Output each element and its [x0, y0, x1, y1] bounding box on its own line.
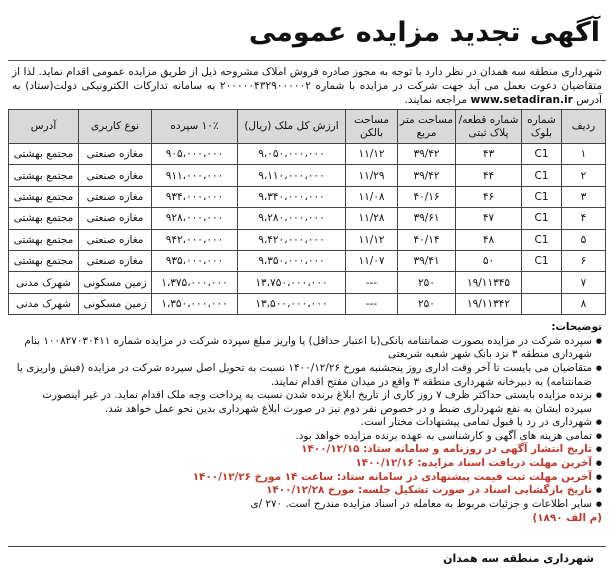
note-item: [12, 335, 602, 362]
column-header: ردیف: [562, 110, 606, 144]
table-cell: شهرک مدنی: [9, 272, 79, 293]
table-cell: مجتمع بهشتی: [9, 229, 79, 250]
table-cell: ۱۹/۱۱۳۴۲: [456, 293, 522, 314]
header: [8, 4, 606, 61]
column-header: مساحت متر مربع: [398, 110, 456, 144]
note-item: [12, 457, 602, 471]
table-cell: ۹،۴۲۰،۰۰۰،۰۰۰: [238, 229, 346, 250]
table-cell: ۱۱/۲۹: [346, 165, 398, 186]
table-cell: ۵: [562, 229, 606, 250]
table-cell: ۹،۲۸۰،۰۰۰،۰۰۰: [238, 208, 346, 229]
table-cell: C1: [522, 250, 562, 271]
note-item: [12, 389, 602, 416]
column-header: آدرس: [9, 110, 79, 144]
column-header: شماره بلوک: [522, 110, 562, 144]
table-cell: ۳۹/۴۲: [398, 144, 456, 165]
table-cell: C1: [522, 165, 562, 186]
table-cell: ۴۸: [456, 229, 522, 250]
table-cell: [522, 272, 562, 293]
table-cell: ۵۰: [456, 250, 522, 271]
table-cell: ۶: [562, 250, 606, 271]
table-cell: مجتمع بهشتی: [9, 144, 79, 165]
table-cell: [522, 293, 562, 314]
table-cell: مجتمع بهشتی: [9, 186, 79, 207]
table-header-row: [9, 110, 606, 144]
note-date: آخرین مهلت دریافت اسناد مزایده: ۱۴۰۰/۱۲/۱۶: [355, 457, 592, 470]
table-cell: مغازه صنعتی: [79, 165, 152, 186]
table-cell: ۴۰/۱۴: [398, 229, 456, 250]
note-item: [12, 484, 602, 498]
table-cell: C1: [522, 229, 562, 250]
table-cell: ۱۱/۲۸: [346, 208, 398, 229]
table-cell: مجتمع بهشتی: [9, 250, 79, 271]
table-cell: ۷: [562, 272, 606, 293]
table-row: [9, 293, 606, 314]
table-cell: مجتمع بهشتی: [9, 208, 79, 229]
table-row: [9, 165, 606, 186]
note-date: آخرین مهلت ثبت قیمت پیشنهادی در سامانه ستاد: ساعت ۱۴ مورخ ۱۴۰۰/۱۲/۲۶: [192, 470, 592, 483]
table-cell: C1: [522, 144, 562, 165]
table-cell: مجتمع بهشتی: [9, 165, 79, 186]
table-row: [9, 186, 606, 207]
table-cell: ۴۰/۱۶: [398, 186, 456, 207]
table-cell: زمین مسکونی: [79, 293, 152, 314]
table-row: [9, 229, 606, 250]
notes-section: [8, 315, 606, 526]
table-cell: مغازه صنعتی: [79, 250, 152, 271]
table-cell: ۴: [562, 208, 606, 229]
table-cell: ۴۶: [456, 186, 522, 207]
table-cell: ۱۱/۱۲: [346, 229, 398, 250]
table-row: [9, 208, 606, 229]
setad-link[interactable]: www.setadiran.ir: [470, 94, 573, 106]
intro-paragraph: [8, 61, 606, 107]
table-cell: ۹۳۴،۰۰۰،۰۰۰: [152, 186, 238, 207]
table-cell: ۱،۳۵۰،۰۰۰،۰۰۰: [152, 293, 238, 314]
note-item: [12, 498, 602, 512]
table-cell: مغازه صنعتی: [79, 186, 152, 207]
table-cell: مغازه صنعتی: [79, 229, 152, 250]
table-cell: ۱۱/۱۲: [346, 144, 398, 165]
table-cell: ۹۴۲،۰۰۰،۰۰۰: [152, 229, 238, 250]
table-cell: ۱۳،۵۰۰،۰۰۰،۰۰۰: [238, 293, 346, 314]
table-cell: شهرک مدنی: [9, 293, 79, 314]
page-title: آگهی تجدید مزایده عمومی: [248, 16, 600, 48]
intro-text: شهرداری منطقه سه همدان در نظر دارد با توجه به مجوز صادره فروش املاک مشروحه ذیل از طریق مزایده عمومی اقدام نماید. لذا از متقاضیان دعوت بعمل می آید جهت شرکت در مزایده با شماره ۲۰۰۰۰۰۴۳۲۹۰۰۰۰۰۲ به سامانه تدارکات الکترونیکی دولت(ستاد) به آدرس: [12, 66, 602, 106]
table-cell: ۱۹/۱۱۳۴۵: [456, 272, 522, 293]
table-cell: ۳: [562, 186, 606, 207]
note-item: [12, 430, 602, 444]
note-date: تاریخ بازگشایی اسناد در صورت تشکیل جلسه: مورخ ۱۴۰۰/۱۲/۲۸: [266, 484, 592, 497]
table-cell: ۲۵۰: [398, 293, 456, 314]
table-cell: ۳۹/۴۲: [398, 165, 456, 186]
table-cell: ۴۷: [456, 208, 522, 229]
table-cell: ۹۰۵،۰۰۰،۰۰۰: [152, 144, 238, 165]
table-cell: ۹۲۸،۰۰۰،۰۰۰: [152, 208, 238, 229]
notes-list: [12, 335, 602, 512]
table-cell: ۹،۰۵۰،۰۰۰،۰۰۰: [238, 144, 346, 165]
table-row: [9, 144, 606, 165]
table-cell: ۹۳۵،۰۰۰،۰۰۰: [152, 250, 238, 271]
note-text: سپرده شرکت در مزایده بصورت ضمانتنامه بانکی(با اعتبار حداقل) یا واریز مبلغ سپرده شرکت در مزایده شماره ۱۰۰۸۲۷۰۳۰۴۱۱ بنام شهرداری منطقه ۳ نزد بانک شهر شعبه شریعتی: [24, 334, 592, 361]
table-cell: ۹،۳۵۰،۰۰۰،۰۰۰: [238, 250, 346, 271]
table-cell: ۱۱/۰۸: [346, 186, 398, 207]
note-text: شهرداری در رد یا قبول تمامی پیشنهادات مختار است.: [360, 416, 592, 429]
note-item: [12, 362, 602, 389]
table-cell: ۲: [562, 165, 606, 186]
note-date: تاریخ انتشار آگهی در روزنامه و سامانه ستاد: ۱۴۰۰/۱۲/۱۵: [301, 443, 592, 456]
table-cell: ۳۹/۴۱: [398, 250, 456, 271]
footer: [8, 546, 606, 569]
ad-code: (م الف ۱۸۹۰): [532, 512, 602, 525]
note-item: [12, 471, 602, 485]
table-row: [9, 250, 606, 271]
table-cell: C1: [522, 186, 562, 207]
table-cell: ۹۱۱،۰۰۰،۰۰۰: [152, 165, 238, 186]
table-cell: ۹،۳۴۰،۰۰۰،۰۰۰: [238, 186, 346, 207]
note-text: متقاضیان می بایست تا آخر وقت اداری روز پنجشنبه مورخ ۱۴۰۰/۱۲/۲۶ نسبت به تحویل اصل سپرده شرکت در مزایده (فیش واریزی یا ضمانتنامه) به دبیرخانه شهرداری منطقه ۳ واقع در میدان مفتح اقدام نمایند.: [16, 361, 592, 388]
table-cell: ---: [346, 293, 398, 314]
table-cell: ۱،۳۷۵،۰۰۰،۰۰۰: [152, 272, 238, 293]
table-cell: ۴۴: [456, 165, 522, 186]
note-text: برنده مزایده بایستی حداکثر ظرف ۷ روز کاری از تاریخ ابلاغ برنده شدن نسبت به پرداخت وجه ملک اقدام نماید. در غیر اینصورت سپرده ایشان به نفع شهرداری ضبط و در خصوص نفر دوم نیز در صورت ابلاغ شهرداری بدین نحو عمل خواهد شد.: [42, 389, 592, 415]
table-cell: ۲۵۰: [398, 272, 456, 293]
table-cell: زمین مسکونی: [79, 272, 152, 293]
column-header: مساحت بالکن: [346, 110, 398, 144]
table-cell: C1: [522, 208, 562, 229]
table-cell: ۱۳،۷۵۰،۰۰۰،۰۰۰: [238, 272, 346, 293]
notes-heading: توضیحات:: [551, 321, 602, 334]
column-header: ارزش کل ملک (ریال): [238, 110, 346, 144]
properties-table: [8, 109, 606, 315]
table-cell: ۴۳: [456, 144, 522, 165]
note-text: سایر اطلاعات و جزئیات مربوط به معامله در اسناد مزایده مندرج است. ۲۷۰ /ی: [250, 497, 592, 510]
ad-page: [8, 4, 606, 569]
column-header: شماره قطعه/ پلاک ثبتی: [456, 110, 522, 144]
table-cell: مغازه صنعتی: [79, 144, 152, 165]
column-header: نوع کاربری: [79, 110, 152, 144]
table-cell: مغازه صنعتی: [79, 208, 152, 229]
note-item: [12, 416, 602, 430]
footer-signature: شهرداری منطقه سه همدان: [443, 551, 594, 565]
note-item: [12, 443, 602, 457]
table-cell: ---: [346, 272, 398, 293]
table-cell: ۱۱/۰۷: [346, 250, 398, 271]
table-row: [9, 272, 606, 293]
table-cell: ۸: [562, 293, 606, 314]
column-header: ۱۰٪ سپرده: [152, 110, 238, 144]
table-cell: ۱: [562, 144, 606, 165]
note-text: تمامی هزینه های آگهی و کارشناسی به عهده برنده مزایده خواهد بود.: [295, 429, 592, 442]
table-body: [9, 144, 606, 315]
intro-text-end: مراجعه نمایند.: [404, 94, 468, 106]
table-cell: ۳۹/۶۱: [398, 208, 456, 229]
table-cell: ۹،۱۱۰،۰۰۰،۰۰۰: [238, 165, 346, 186]
